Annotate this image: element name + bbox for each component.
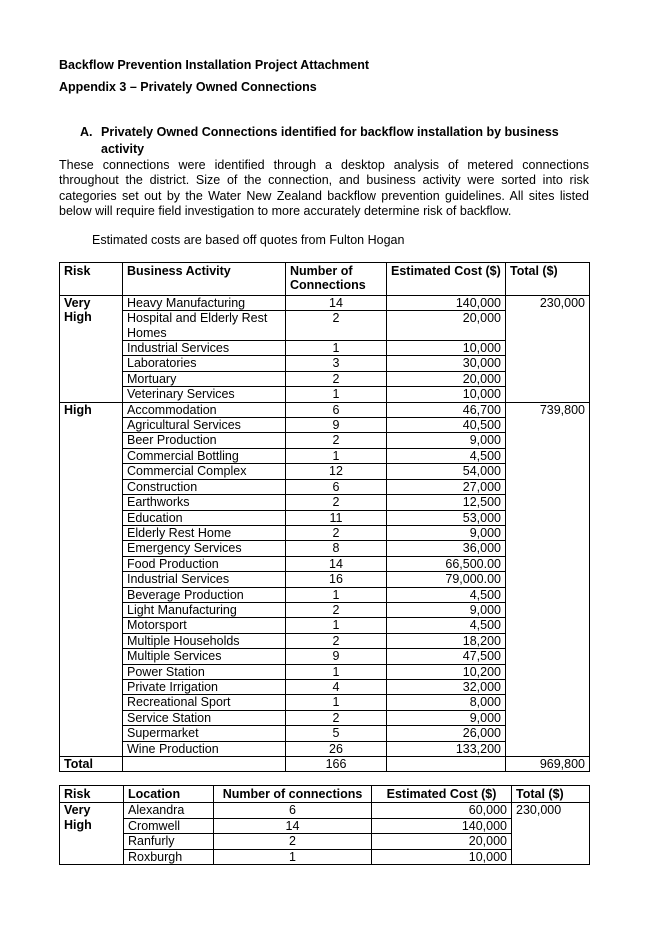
header-business-activity: Business Activity: [123, 263, 286, 296]
location-table-body: [60, 803, 590, 865]
estimated-cost-cell: 20,000: [387, 371, 506, 386]
table-row: [60, 295, 590, 310]
header-total: Total ($): [506, 263, 590, 296]
empty-cell: [123, 757, 286, 772]
location-cell: Roxburgh: [124, 849, 214, 864]
estimated-cost-cell: 27,000: [387, 479, 506, 494]
business-activity-cell: Veterinary Services: [123, 387, 286, 402]
estimated-cost-cell: 20,000: [372, 834, 512, 849]
connections-cell: 12: [286, 464, 387, 479]
connections-cell: 2: [286, 433, 387, 448]
header-number-of-connections: Number of Connections: [286, 263, 387, 296]
business-activity-cell: Beer Production: [123, 433, 286, 448]
business-activity-cell: Multiple Households: [123, 633, 286, 648]
business-activity-cell: Laboratories: [123, 356, 286, 371]
estimated-cost-cell: 79,000.00: [387, 572, 506, 587]
estimated-cost-cell: 8,000: [387, 695, 506, 710]
estimated-cost-cell: 36,000: [387, 541, 506, 556]
estimated-cost-cell: 53,000: [387, 510, 506, 525]
table-header-row: [60, 786, 590, 803]
estimated-cost-cell: 140,000: [387, 295, 506, 310]
business-activity-table: [59, 262, 590, 772]
estimated-cost-cell: 10,200: [387, 664, 506, 679]
header-risk: Risk: [60, 263, 123, 296]
business-activity-cell: Mortuary: [123, 371, 286, 386]
business-activity-cell: Hospital and Elderly Rest Homes: [123, 311, 286, 341]
location-cell: Cromwell: [124, 818, 214, 833]
estimated-cost-cell: 26,000: [387, 726, 506, 741]
connections-cell: 8: [286, 541, 387, 556]
estimated-cost-cell: 12,500: [387, 495, 506, 510]
business-activity-cell: Multiple Services: [123, 649, 286, 664]
connections-cell: 6: [214, 803, 372, 818]
estimated-cost-cell: 54,000: [387, 464, 506, 479]
connections-cell: 14: [286, 556, 387, 571]
business-activity-cell: Accommodation: [123, 402, 286, 417]
business-activity-cell: Industrial Services: [123, 341, 286, 356]
estimated-cost-cell: 9,000: [387, 525, 506, 540]
connections-cell: 3: [286, 356, 387, 371]
business-activity-cell: Service Station: [123, 710, 286, 725]
table-row: [60, 402, 590, 417]
table-row: [60, 834, 590, 849]
connections-cell: 14: [214, 818, 372, 833]
estimated-cost-cell: 40,500: [387, 418, 506, 433]
business-activity-cell: Motorsport: [123, 618, 286, 633]
total-label-cell: Total: [60, 757, 123, 772]
header-number-of-connections: Number of connections: [214, 786, 372, 803]
connections-cell: 2: [286, 602, 387, 617]
connections-cell: 1: [286, 587, 387, 602]
estimated-cost-cell: 20,000: [387, 311, 506, 341]
section-a-heading: [80, 124, 585, 158]
connections-cell: 1: [286, 341, 387, 356]
estimated-cost-cell: 4,500: [387, 448, 506, 463]
connections-cell: 1: [286, 664, 387, 679]
business-activity-cell: Commercial Bottling: [123, 448, 286, 463]
business-activity-cell: Heavy Manufacturing: [123, 295, 286, 310]
business-activity-cell: Food Production: [123, 556, 286, 571]
connections-cell: 2: [286, 525, 387, 540]
connections-cell: 1: [286, 618, 387, 633]
document-title: Backflow Prevention Installation Project Attachment: [59, 58, 370, 72]
estimated-cost-cell: 10,000: [387, 387, 506, 402]
connections-cell: 26: [286, 741, 387, 756]
risk-level-cell: High: [60, 402, 123, 756]
connections-cell: 1: [286, 695, 387, 710]
connections-cell: 14: [286, 295, 387, 310]
total-connections-cell: 166: [286, 757, 387, 772]
table-row: [60, 818, 590, 833]
connections-cell: 6: [286, 402, 387, 417]
estimated-cost-cell: 60,000: [372, 803, 512, 818]
estimated-cost-cell: 133,200: [387, 741, 506, 756]
location-cell: Ranfurly: [124, 834, 214, 849]
estimated-cost-cell: 30,000: [387, 356, 506, 371]
business-activity-cell: Private Irrigation: [123, 679, 286, 694]
table-header-row: [60, 263, 590, 296]
header-estimated-cost: Estimated Cost ($): [387, 263, 506, 296]
business-activity-cell: Light Manufacturing: [123, 602, 286, 617]
intro-paragraph: These connections were identified through a desktop analysis of metered connections throughout the district. Size of the connection, and business activity were sorted into risk categories set out by the Water New Zealand backflow prevention guidelines. All sites listed below will require field investigation to more accurately determine risk of backflow.: [59, 158, 589, 218]
empty-cell: [387, 757, 506, 772]
business-activity-cell: Supermarket: [123, 726, 286, 741]
estimated-cost-cell: 140,000: [372, 818, 512, 833]
risk-level-cell: Very High: [60, 295, 123, 402]
business-activity-cell: Power Station: [123, 664, 286, 679]
section-a-label: A.: [80, 125, 93, 139]
business-activity-cell: Agricultural Services: [123, 418, 286, 433]
estimated-cost-cell: 10,000: [387, 341, 506, 356]
business-activity-cell: Beverage Production: [123, 587, 286, 602]
business-activity-cell: Emergency Services: [123, 541, 286, 556]
connections-cell: 2: [286, 710, 387, 725]
connections-cell: 11: [286, 510, 387, 525]
estimated-cost-cell: 66,500.00: [387, 556, 506, 571]
connections-cell: 2: [286, 633, 387, 648]
header-location: Location: [124, 786, 214, 803]
appendix-title: Appendix 3 – Privately Owned Connections: [59, 80, 317, 94]
estimated-cost-cell: 4,500: [387, 618, 506, 633]
table-row: [60, 803, 590, 818]
business-activity-cell: Wine Production: [123, 741, 286, 756]
cost-note: Estimated costs are based off quotes from Fulton Hogan: [92, 233, 405, 247]
estimated-cost-cell: 47,500: [387, 649, 506, 664]
estimated-cost-cell: 10,000: [372, 849, 512, 864]
connections-cell: 16: [286, 572, 387, 587]
connections-cell: 1: [286, 387, 387, 402]
connections-cell: 5: [286, 726, 387, 741]
business-activity-cell: Recreational Sport: [123, 695, 286, 710]
business-activity-cell: Commercial Complex: [123, 464, 286, 479]
estimated-cost-cell: 9,000: [387, 710, 506, 725]
connections-cell: 4: [286, 679, 387, 694]
connections-cell: 2: [286, 311, 387, 341]
group-total-cell: 230,000: [512, 803, 590, 865]
connections-cell: 2: [286, 371, 387, 386]
estimated-cost-cell: 9,000: [387, 433, 506, 448]
risk-level-cell: Very High: [60, 803, 124, 865]
estimated-cost-cell: 4,500: [387, 587, 506, 602]
business-activity-cell: Elderly Rest Home: [123, 525, 286, 540]
connections-cell: 9: [286, 649, 387, 664]
total-row: [60, 757, 590, 772]
estimated-cost-cell: 9,000: [387, 602, 506, 617]
business-activity-cell: Industrial Services: [123, 572, 286, 587]
header-risk: Risk: [60, 786, 124, 803]
connections-cell: 1: [286, 448, 387, 463]
business-activity-cell: Education: [123, 510, 286, 525]
business-activity-table-body: [60, 295, 590, 772]
location-table: [59, 785, 590, 865]
header-total: Total ($): [512, 786, 590, 803]
grand-total-cell: 969,800: [506, 757, 590, 772]
connections-cell: 1: [214, 849, 372, 864]
header-estimated-cost: Estimated Cost ($): [372, 786, 512, 803]
connections-cell: 6: [286, 479, 387, 494]
estimated-cost-cell: 18,200: [387, 633, 506, 648]
table-row: [60, 849, 590, 864]
group-total-cell: 739,800: [506, 402, 590, 756]
group-total-cell: 230,000: [506, 295, 590, 402]
business-activity-cell: Construction: [123, 479, 286, 494]
section-a-title: Privately Owned Connections identified for backflow installation by business activity: [101, 125, 559, 156]
estimated-cost-cell: 32,000: [387, 679, 506, 694]
connections-cell: 2: [214, 834, 372, 849]
connections-cell: 2: [286, 495, 387, 510]
location-cell: Alexandra: [124, 803, 214, 818]
estimated-cost-cell: 46,700: [387, 402, 506, 417]
business-activity-cell: Earthworks: [123, 495, 286, 510]
connections-cell: 9: [286, 418, 387, 433]
